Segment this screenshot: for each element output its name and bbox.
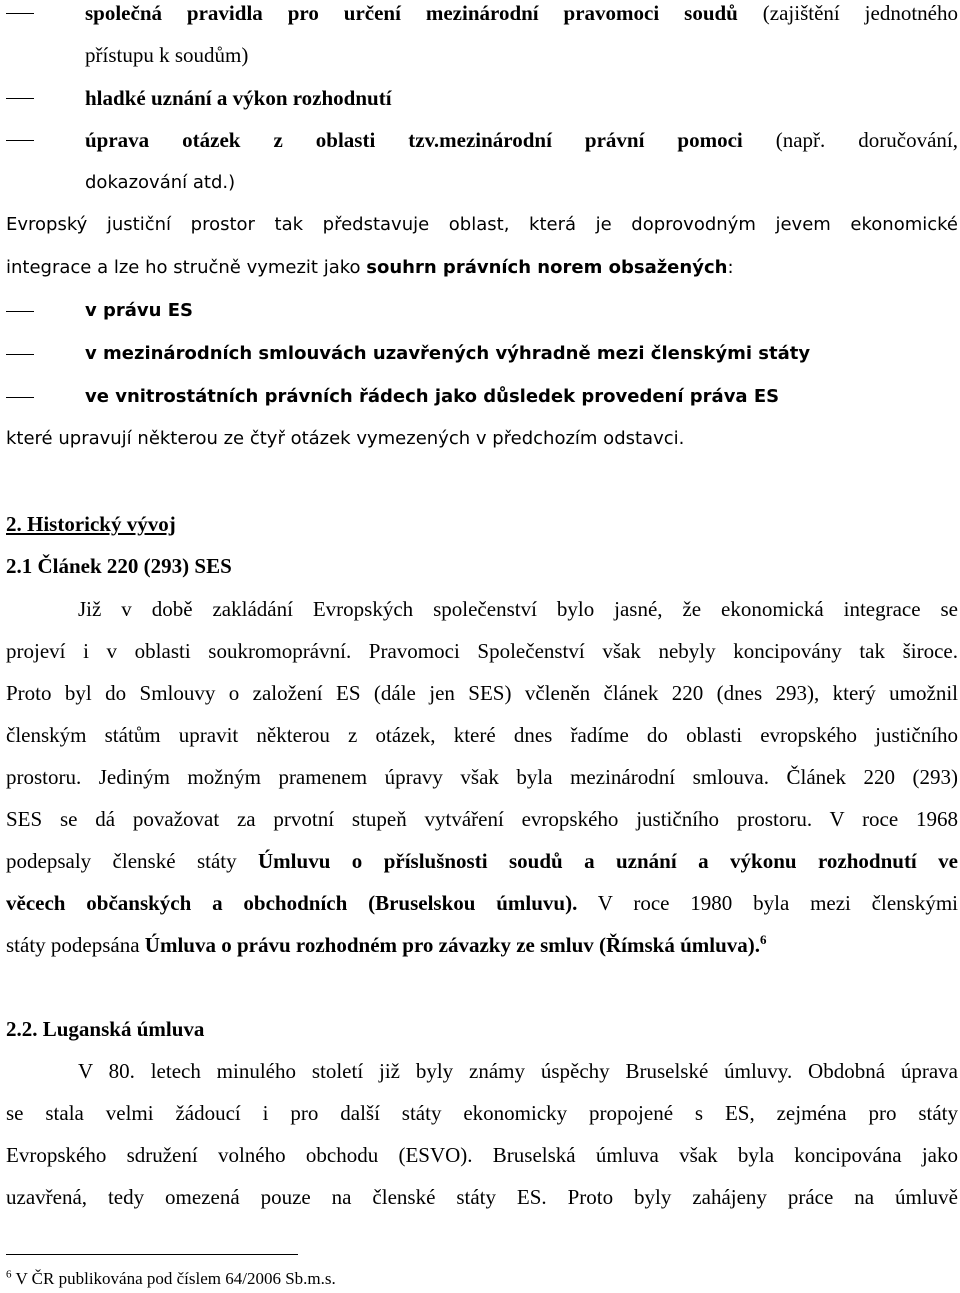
paragraph-line: věcech občanských a obchodních (Bruselskou úmluvu). V roce 1980 byla mezi členskými	[6, 891, 958, 915]
subsection-heading: 2.2. Luganská úmluva	[6, 1017, 205, 1041]
subsection-heading: 2.1 Článek 220 (293) SES	[6, 554, 232, 578]
paragraph-line: státy podepsána Úmluva o právu rozhodném pro závazky ze smluv (Římská úmluva).$^6$	[6, 932, 767, 957]
footnote-text: V ČR publikována pod číslem 64/2006 Sb.m.s.	[11, 1269, 336, 1288]
paragraph-line: Evropský justiční prostor tak představuje oblast, která je doprovodným jevem ekonomické	[6, 214, 958, 235]
paragraph-line: Již v době zakládání Evropských společenství bylo jasné, že ekonomická integrace se	[78, 597, 958, 621]
list-item: úprava otázek z oblasti tzv.mezinárodní právní pomoci (např. doručování,	[85, 128, 959, 152]
paragraph-line: V 80. letech minulého století již byly známy úspěchy Bruselské úmluvy. Obdobná úprava	[78, 1059, 958, 1083]
list-item: v mezinárodních smlouvách uzavřených výhradně mezi členskými státy	[85, 343, 811, 364]
paragraph-line: členským státům upravit některou z otázek, které dnes řadíme do oblasti evropského justičního	[6, 723, 958, 747]
section-heading: 2. Historický vývoj	[6, 512, 176, 536]
list-item-continuation: dokazování atd.)	[85, 172, 236, 193]
list-item: společná pravidla pro určení mezinárodní pravomoci soudů (zajištění jednotného	[85, 1, 958, 25]
paragraph-line: SES se dá považovat za prvotní stupeň vytváření evropského justičního prostoru. V roce 1968	[6, 807, 958, 831]
list-item-continuation: přístupu k soudům)	[85, 43, 249, 67]
paragraph-line: Evropského sdružení volného obchodu (ESVO). Bruselská úmluva však byla koncipována jako	[6, 1143, 958, 1167]
footnote	[6, 1267, 336, 1291]
paragraph-line: uzavřená, tedy omezená pouze na členské státy ES. Proto byly zahájeny práce na úmluvě	[6, 1185, 958, 1209]
paragraph-line: integrace a lze ho stručně vymezit jako souhrn právních norem obsažených:	[6, 257, 734, 278]
paragraph-line: se stala velmi žádoucí i pro další státy ekonomicky propojené s ES, zejména pro státy	[6, 1101, 958, 1125]
list-item: hladké uznání a výkon rozhodnutí	[85, 86, 392, 110]
list-item: v právu ES	[85, 300, 193, 321]
paragraph-line: projeví i v oblasti soukromoprávní. Pravomoci Společenství však nebyly koncipovány tak široce.	[6, 639, 958, 663]
footnote-divider	[6, 1254, 298, 1255]
paragraph-line: podepsaly členské státy Úmluvu o příslušnosti soudů a uznání a výkonu rozhodnutí ve	[6, 849, 958, 873]
paragraph-line: prostoru. Jediným možným pramenem úpravy však byla mezinárodní smlouva. Článek 220 (293)	[6, 765, 958, 789]
paragraph-line: které upravují některou ze čtyř otázek vymezených v předchozím odstavci.	[6, 428, 685, 449]
footnote-number: 6	[6, 1268, 12, 1281]
footnote-reference[interactable]: 6	[760, 932, 767, 947]
list-item: ve vnitrostátních právních řádech jako důsledek provedení práva ES	[85, 386, 780, 407]
paragraph-line: Proto byl do Smlouvy o založení ES (dále jen SES) včleněn článek 220 (dnes 293), který umožnil	[6, 681, 958, 705]
